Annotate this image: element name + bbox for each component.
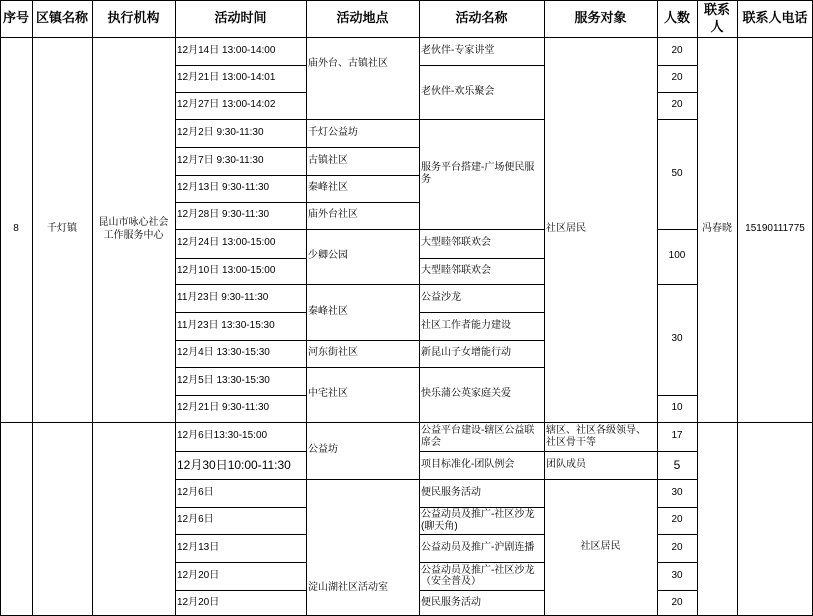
audience-cell: 辖区、社区各级领导、社区骨干等 (546, 425, 646, 448)
activity-name-cell: 大型睦邻联欢会 (421, 237, 491, 249)
time-cell: 11月23日 13:30-15:30 (177, 319, 275, 331)
time-cell: 12月20日 (177, 596, 220, 608)
count-cell: 10 (671, 402, 683, 414)
count-cell: 30 (671, 486, 683, 498)
count-cell: 50 (671, 167, 683, 179)
time-cell: 12月13日 (177, 541, 220, 553)
time-cell: 12月6日 (177, 514, 214, 526)
place-cell: 河东街社区 (308, 347, 358, 359)
town-cell: 千灯镇 (47, 223, 77, 235)
time-cell: 12月10日 13:00-15:00 (177, 264, 276, 276)
contact-cell: 冯春晓 (702, 223, 732, 235)
time-cell: 12月21日 9:30-11:30 (177, 402, 270, 414)
count-cell: 17 (671, 430, 683, 442)
count-cell: 100 (668, 250, 686, 262)
header-town: 区镇名称 (35, 10, 88, 26)
time-cell: 12月2日 9:30-11:30 (177, 126, 264, 138)
header-org: 执行机构 (107, 10, 160, 26)
count-cell: 20 (671, 596, 683, 608)
place-cell: 庙外台社区 (308, 209, 358, 221)
header-name: 活动名称 (455, 10, 508, 26)
audience-cell: 社区居民 (546, 223, 586, 235)
time-cell: 12月30日10:00-11:30 (177, 457, 291, 472)
time-cell: 12月13日 9:30-11:30 (177, 182, 270, 194)
activity-name-cell: 社区工作者能力建设 (421, 319, 511, 331)
activity-name-cell: 公益动员及推广-社区沙龙（安全普及） (421, 564, 535, 587)
row-index: 8 (13, 223, 19, 235)
activity-name-cell: 服务平台搭建-广场便民服务 (421, 161, 535, 185)
audience-cell: 团队成员 (546, 458, 586, 470)
audience-cell: 社区居民 (580, 541, 621, 553)
time-cell: 12月28日 9:30-11:30 (177, 209, 270, 221)
count-cell: 20 (671, 99, 683, 111)
org-cell: 昆山市咏心社会工作服务中心 (98, 217, 169, 241)
activity-name-cell: 新昆山子女增能行动 (421, 347, 511, 359)
place-cell: 少卿公园 (308, 250, 348, 262)
time-cell: 12月27日 13:00-14:02 (177, 99, 276, 111)
count-cell: 5 (673, 457, 681, 472)
time-cell: 12月21日 13:00-14:01 (177, 72, 276, 84)
count-cell: 20 (671, 44, 683, 56)
phone-cell: 15190111775 (745, 223, 805, 235)
place-cell: 千灯公益坊 (308, 126, 358, 138)
header-phone: 联系人电话 (742, 10, 808, 26)
header-time: 活动时间 (214, 10, 267, 26)
activity-name-cell: 便民服务活动 (421, 596, 481, 608)
time-cell: 12月14日 13:00-14:00 (177, 44, 276, 56)
activity-name-cell: 公益动员及推广-沪剧连播 (421, 542, 535, 554)
time-cell: 12月6日 (177, 486, 214, 498)
place-cell: 秦峰社区 (308, 182, 348, 194)
activity-name-cell: 老伙伴-欢乐聚会 (421, 85, 495, 97)
place-cell: 公益坊 (308, 444, 338, 456)
count-cell: 20 (671, 72, 683, 84)
count-cell: 30 (671, 569, 683, 581)
place-cell: 秦峰社区 (308, 305, 348, 317)
activity-name-cell: 项目标准化-团队例会 (421, 458, 515, 470)
place-cell: 庙外台、古镇社区 (308, 58, 388, 70)
time-cell: 12月6日13:30-15:00 (177, 430, 268, 442)
place-cell: 古镇社区 (308, 154, 348, 166)
header-contact: 联系人 (703, 2, 730, 34)
time-cell: 12月20日 (177, 569, 220, 581)
place-cell: 中宅社区 (308, 388, 348, 400)
time-cell: 12月24日 13:00-15:00 (177, 237, 276, 249)
activity-name-cell: 老伙伴-专家讲堂 (421, 44, 495, 56)
activity-name-cell: 便民服务活动 (421, 486, 481, 498)
header-index: 序号 (2, 10, 29, 26)
count-cell: 30 (671, 333, 683, 345)
time-cell: 12月7日 9:30-11:30 (177, 154, 264, 166)
place-cell: 淀山湖社区活动室 (308, 581, 388, 593)
activity-name-cell: 快乐蒲公英家庭关爱 (421, 388, 511, 400)
count-cell: 20 (671, 514, 683, 526)
time-cell: 11月23日 9:30-11:30 (177, 291, 269, 303)
count-cell: 20 (671, 541, 683, 553)
activity-name-cell: 大型睦邻联欢会 (421, 264, 491, 276)
activity-name-cell: 公益沙龙 (421, 291, 461, 303)
activity-name-cell: 公益平台建设-辖区公益联席会 (421, 425, 535, 448)
time-cell: 12月4日 13:30-15:30 (177, 347, 270, 359)
header-place: 活动地点 (336, 10, 389, 26)
activity-name-cell: 公益动员及推广-社区沙龙(聊天角) (421, 509, 535, 532)
header-count: 人数 (663, 10, 690, 26)
header-audience: 服务对象 (574, 10, 627, 26)
time-cell: 12月5日 13:30-15:30 (177, 374, 270, 386)
